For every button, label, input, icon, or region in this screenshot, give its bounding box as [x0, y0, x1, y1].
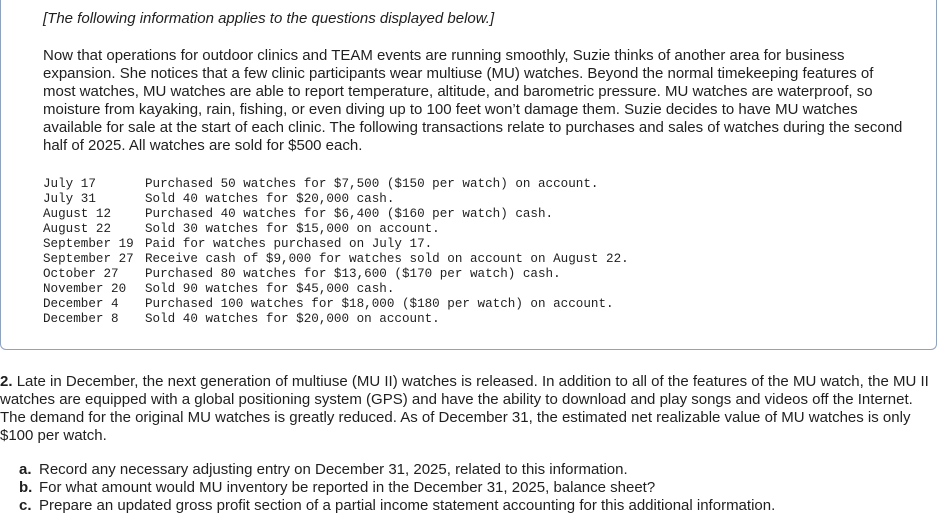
part-text: Record any necessary adjusting entry on December 31, 2025, related to this information.	[39, 461, 628, 478]
transaction-row	[43, 177, 629, 192]
transactions-table	[43, 177, 629, 327]
transaction-row	[43, 192, 629, 207]
part-letter: a.	[19, 461, 32, 478]
question-part	[19, 479, 775, 497]
transaction-row	[43, 252, 629, 267]
transaction-row	[43, 297, 629, 312]
transaction-date: August 12	[43, 207, 112, 221]
transaction-text: Sold 40 watches for $20,000 on account.	[145, 312, 440, 326]
transaction-text: Purchased 80 watches for $13,600 ($170 per watch) cash.	[145, 267, 561, 281]
transaction-row	[43, 282, 629, 297]
transaction-text: Sold 90 watches for $45,000 cash.	[145, 282, 395, 296]
scenario-paragraph: Now that operations for outdoor clinics and TEAM events are running smoothly, Suzie thinks of another area for business expansion. She notices that a few clinic participants wear multiuse (MU) watches. Beyond the normal timekeeping features of most watches, MU watches are able to report temperature, altitude, and barometric pressure. MU watches are waterproof, so moisture from kayaking, rain, fishing, or even diving up to 100 feet won’t damage them. Suzie decides to have MU watches available for sale at the start of each clinic. The following transactions relate to purchases and sales of watches during the second half of 2025. All watches are sold for $500 each.	[43, 47, 903, 154]
part-text: For what amount would MU inventory be reported in the December 31, 2025, balance sheet?	[39, 479, 656, 496]
question-part	[19, 497, 775, 515]
transaction-date: October 27	[43, 267, 119, 281]
question-text: Late in December, the next generation of multiuse (MU II) watches is released. In addition to all of the features of the MU watch, the MU II watches are equipped with a global positioning system (GPS) and have the ability to download and play songs and videos off the Internet. The demand for the original MU watches is greatly reduced. As of December 31, the estimated net realizable value of MU watches is only $100 per watch.	[0, 373, 929, 444]
transaction-date: August 22	[43, 222, 112, 236]
transaction-date: July 17	[43, 177, 96, 191]
transaction-text: Sold 40 watches for $20,000 cash.	[145, 192, 395, 206]
transaction-text: Purchased 50 watches for $7,500 ($150 per watch) on account.	[145, 177, 599, 191]
question-number: 2.	[0, 373, 13, 390]
transaction-row	[43, 312, 629, 327]
preface-note: [The following information applies to the questions displayed below.]	[43, 10, 495, 27]
transaction-text: Sold 30 watches for $15,000 on account.	[145, 222, 440, 236]
transaction-text: Purchased 40 watches for $6,400 ($160 per watch) cash.	[145, 207, 554, 221]
question-paragraph	[0, 373, 940, 445]
transaction-date: December 8	[43, 312, 119, 326]
transaction-row	[43, 267, 629, 282]
transaction-text: Receive cash of $9,000 for watches sold on account on August 22.	[145, 252, 629, 266]
transaction-date: September 19	[43, 237, 134, 251]
transaction-text: Paid for watches purchased on July 17.	[145, 237, 433, 251]
transaction-row	[43, 222, 629, 237]
part-letter: b.	[19, 479, 33, 496]
part-letter: c.	[19, 497, 32, 514]
transaction-text: Purchased 100 watches for $18,000 ($180 per watch) on account.	[145, 297, 614, 311]
transaction-date: December 4	[43, 297, 119, 311]
question-parts-list	[19, 461, 775, 515]
question-part	[19, 461, 775, 479]
part-text: Prepare an updated gross profit section of a partial income statement accounting for this additional information.	[39, 497, 776, 514]
transaction-row	[43, 237, 629, 252]
transaction-row	[43, 207, 629, 222]
transaction-date: November 20	[43, 282, 127, 296]
transaction-date: July 31	[43, 192, 96, 206]
transaction-date: September 27	[43, 252, 134, 266]
